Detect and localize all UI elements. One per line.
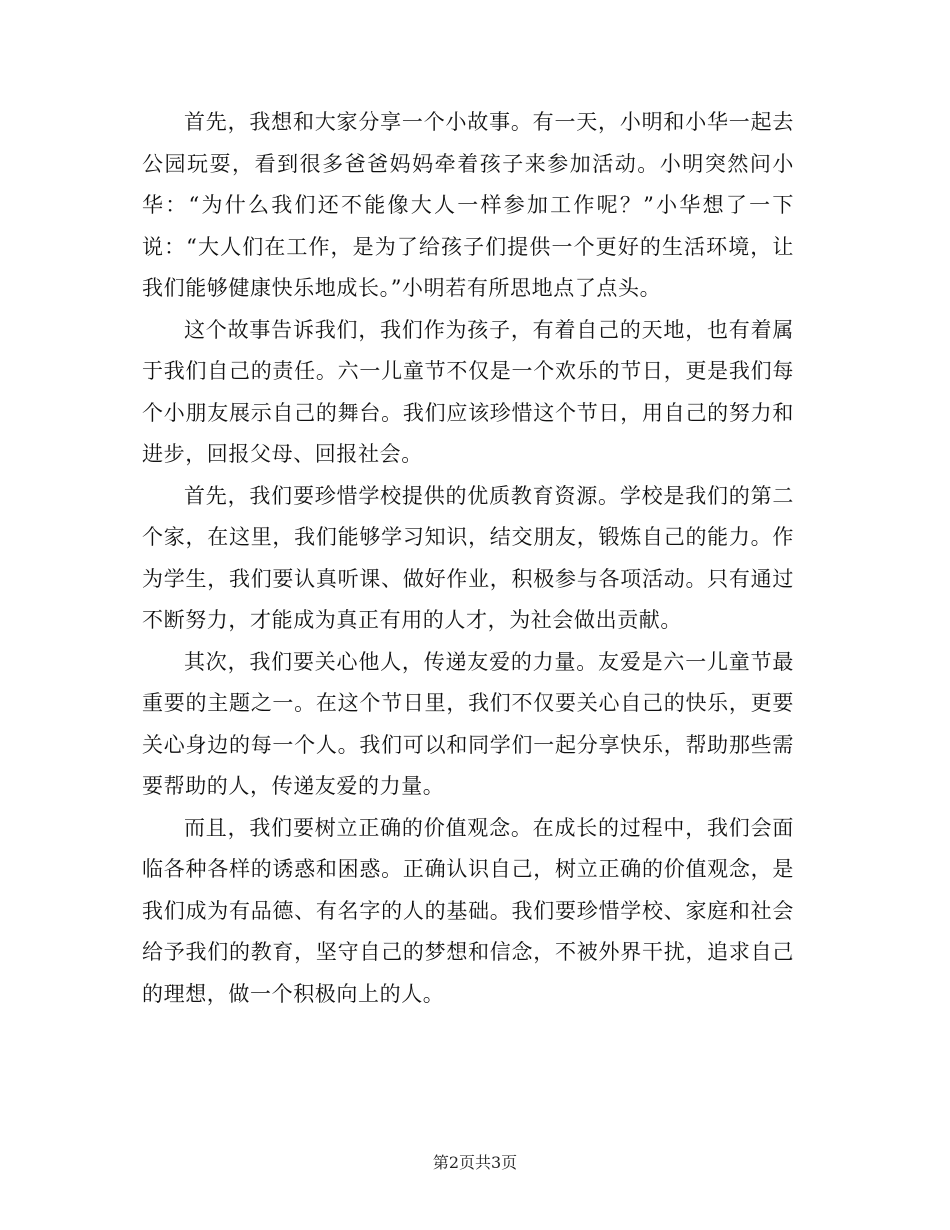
paragraph-story: 首先，我想和大家分享一个小故事。有一天，小明和小华一起去公园玩耍，看到很多爸爸妈妈牵着孩子来参加活动。小明突然问小华：“为什么我们还不能像大人一样参加工作呢？”小华想了一下说：“大人们在工作，是为了给孩子们提供一个更好的生活环境，让我们能够健康快乐地成长。”小明若有所思地点了点头。 [142,110,794,300]
paragraph-values: 而且，我们要树立正确的价值观念。在成长的过程中，我们会面临各种各样的诱惑和困惑。正确认识自己，树立正确的价值观念，是我们成为有品德、有名字的人的基础。我们要珍惜学校、家庭和社会给予我们的教育，坚守自己的梦想和信念，不被外界干扰，追求自己的理想，做一个积极向上的人。 [142,815,794,1006]
document-body [142,102,794,1015]
paragraph-education: 首先，我们要珍惜学校提供的优质教育资源。学校是我们的第二个家，在这里，我们能够学习知识，结交朋友，锻炼自己的能力。作为学生，我们要认真听课、做好作业，积极参与各项活动。只有通过不断努力，才能成为真正有用的人才，为社会做出贡献。 [142,483,794,632]
page-number: 第2页共3页 [432,1153,518,1172]
paragraph-responsibility: 这个故事告诉我们，我们作为孩子，有着自己的天地，也有着属于我们自己的责任。六一儿童节不仅是一个欢乐的节日，更是我们每个小朋友展示自己的舞台。我们应该珍惜这个节日，用自己的努力和进步，回报父母、回报社会。 [142,317,794,466]
paragraph-friendship: 其次，我们要关心他人，传递友爱的力量。友爱是六一儿童节最重要的主题之一。在这个节日里，我们不仅要关心自己的快乐，更要关心身边的每一个人。我们可以和同学们一起分享快乐，帮助那些需要帮助的人，传递友爱的力量。 [142,649,794,798]
